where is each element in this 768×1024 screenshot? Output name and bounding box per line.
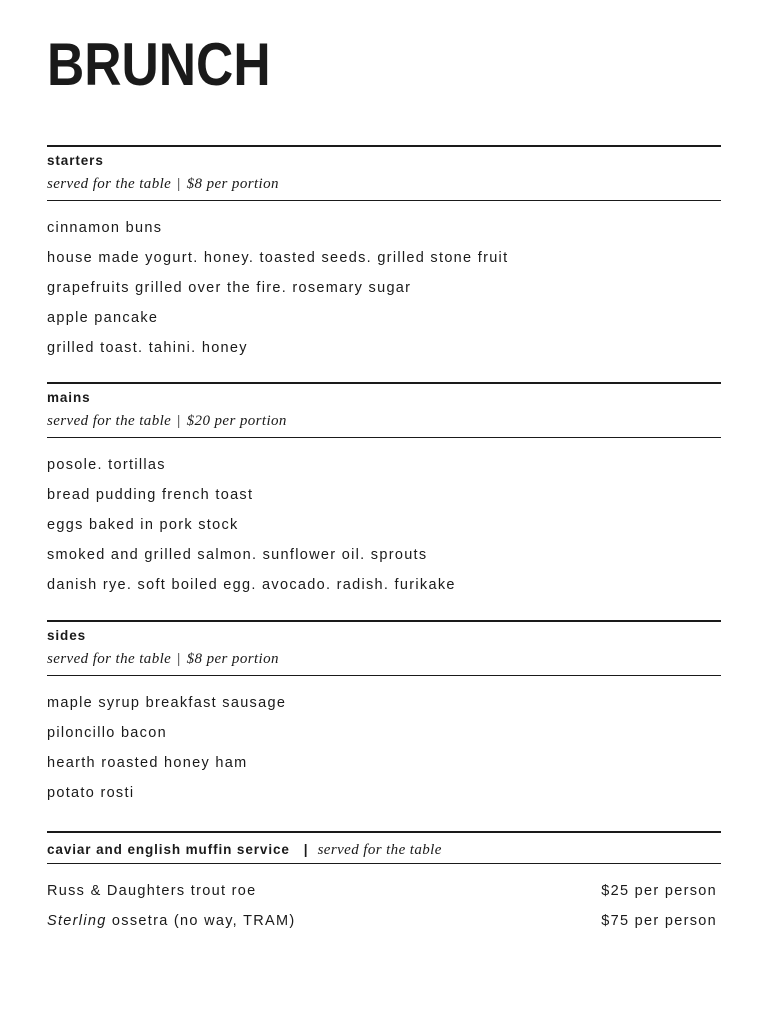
served-note: served for the table — [47, 651, 172, 667]
section-title-row — [47, 841, 442, 859]
section-title: mains — [47, 390, 91, 405]
menu-item — [47, 911, 295, 941]
section-title: sides — [47, 628, 87, 643]
separator: | — [177, 651, 181, 667]
item-price: $25 per person — [601, 883, 717, 899]
menu-item: apple pancake — [47, 310, 159, 326]
separator: | — [303, 842, 308, 857]
section-subtitle — [47, 651, 279, 668]
price-row — [47, 881, 721, 911]
served-note: served for the table — [47, 176, 172, 192]
portion-price: $8 per portion — [186, 176, 279, 192]
section-mains — [47, 382, 721, 593]
section-subtitle — [47, 176, 279, 193]
menu-item: grilled toast. tahini. honey — [47, 340, 248, 356]
menu-item: piloncillo bacon — [47, 725, 167, 741]
menu-item: cinnamon buns — [47, 220, 163, 236]
portion-price: $20 per portion — [186, 413, 287, 429]
item-text: Russ & Daughters trout roe — [47, 883, 257, 899]
section-header — [47, 384, 721, 437]
separator: | — [177, 413, 181, 429]
section-header — [47, 833, 721, 863]
menu-item: danish rye. soft boiled egg. avocado. radish. furikake — [47, 577, 456, 593]
divider — [47, 675, 721, 676]
served-note: served for the table — [47, 413, 172, 429]
menu-item: posole. tortillas — [47, 457, 166, 473]
portion-price: $8 per portion — [186, 651, 279, 667]
served-note: served for the table — [317, 842, 442, 858]
menu-title: BRUNCH — [47, 31, 271, 98]
menu-item: house made yogurt. honey. toasted seeds. grilled stone fruit — [47, 250, 509, 266]
price-list — [47, 881, 721, 941]
menu-item: eggs baked in pork stock — [47, 517, 239, 533]
item-italic: Sterling — [47, 913, 107, 929]
item-text: ossetra (no way, TRAM) — [106, 913, 296, 929]
item-list — [47, 693, 721, 813]
menu-item: hearth roasted honey ham — [47, 755, 248, 771]
menu-item: smoked and grilled salmon. sunflower oil. sprouts — [47, 547, 428, 563]
divider — [47, 437, 721, 438]
menu-item: potato rosti — [47, 785, 135, 801]
section-starters — [47, 145, 721, 356]
section-subtitle — [47, 413, 287, 430]
menu-item: bread pudding french toast — [47, 487, 254, 503]
item-list — [47, 455, 721, 605]
section-header — [47, 622, 721, 675]
section-title: starters — [47, 153, 104, 168]
price-row — [47, 911, 721, 941]
menu-item: grapefruits grilled over the fire. rosemary sugar — [47, 280, 412, 296]
menu-item: maple syrup breakfast sausage — [47, 695, 287, 711]
menu-item — [47, 881, 257, 911]
section-sides — [47, 620, 721, 801]
item-price: $75 per person — [601, 913, 717, 929]
item-list — [47, 218, 721, 368]
section-header — [47, 147, 721, 200]
section-title: caviar and english muffin service — [47, 842, 290, 857]
divider — [47, 863, 721, 864]
divider — [47, 200, 721, 201]
separator: | — [177, 176, 181, 192]
section-caviar — [47, 831, 721, 929]
